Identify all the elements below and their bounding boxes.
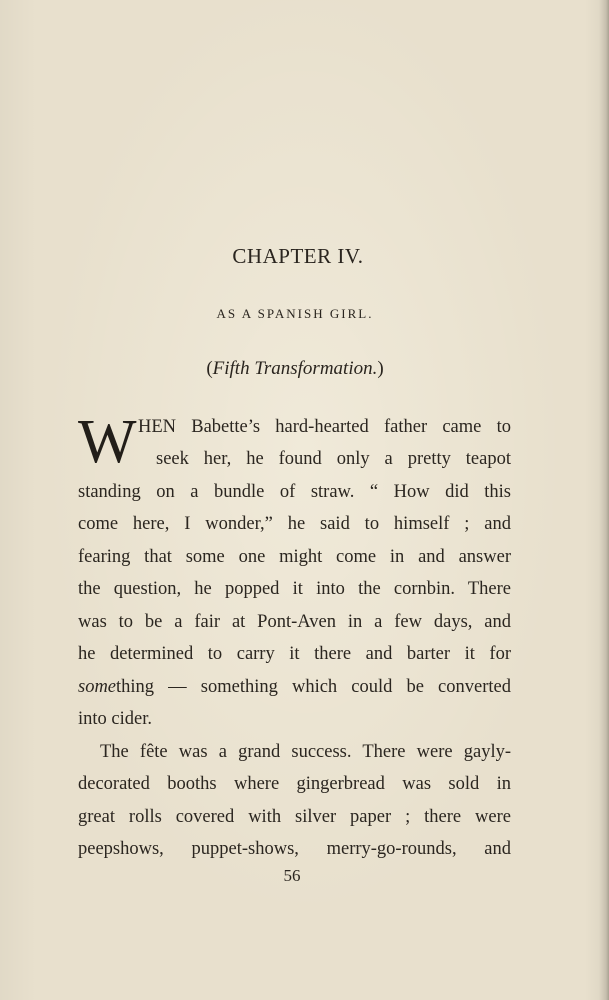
page-number: 56 [283,866,301,885]
page-edge-shadow [599,0,609,1000]
text-line [78,677,511,703]
subtitle-close-paren: ) [377,358,384,379]
chapter-title: CHAPTER IV. [232,244,364,268]
text-line: peepshows, puppet-shows, merry-go-rounds, and [78,839,511,859]
subtitle-open-paren: ( [206,358,213,379]
text-line-rest: thing — something which could be converted [116,677,511,697]
drop-cap: W [78,408,137,476]
text-line: fearing that some one might come in and answer [78,547,511,567]
text-line: into cider. [78,709,152,729]
chapter-subtitle [0,358,590,380]
text-line: he determined to carry it there and barter it for [78,644,511,664]
text-line: standing on a bundle of straw. “ How did this [78,482,511,502]
text-line: HEN Babette’s hard-hearted father came to [138,417,511,437]
text-line: decorated booths where gingerbread was sold in [78,774,511,794]
text-line: was to be a fair at Pont-Aven in a few days, and [78,612,511,632]
text-line: great rolls covered with silver paper ; there were [78,807,511,827]
text-line: The fête was a grand success. There were gayly- [100,742,511,762]
text-line: come here, I wonder,” he said to himself ; and [78,514,511,534]
italic-emphasis: some [78,677,117,697]
text-line: the question, he popped it into the cornbin. There [78,579,511,599]
text-line: seek her, he found only a pretty teapot [156,449,511,469]
section-title: AS A SPANISH GIRL. [216,306,374,321]
subtitle-italic: Fifth Transformation. [212,358,378,379]
